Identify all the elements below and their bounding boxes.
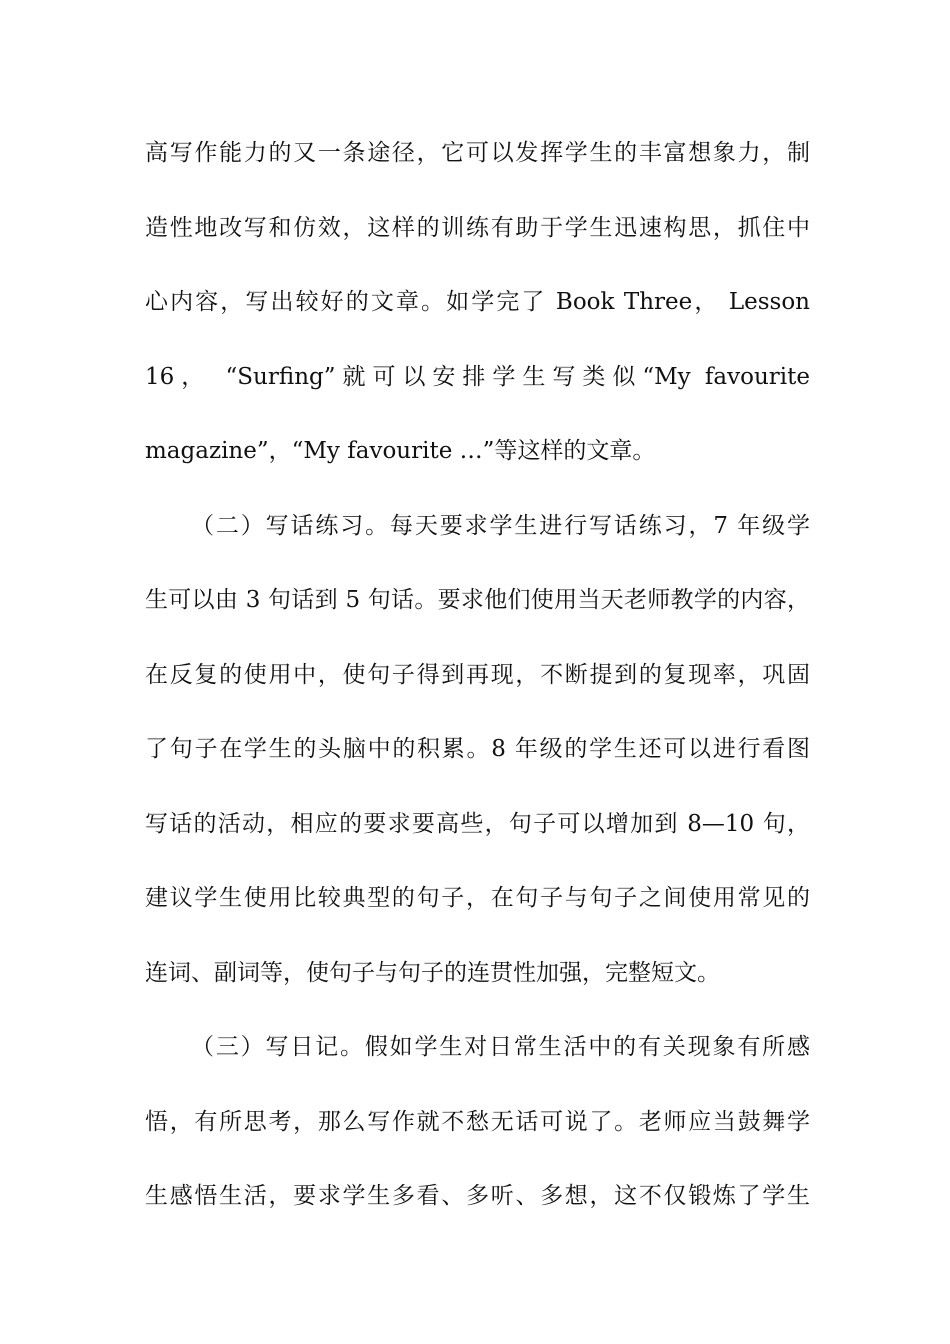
text-line: 在反复的使用中，使句子得到再现，不断提到的复现率，巩固 <box>145 661 810 688</box>
text-line: 建议学生使用比较典型的句子，在句子与句子之间使用常见的 <box>145 885 810 911</box>
text-line: 悟，有所思考，那么写作就不愁无话可说了。老师应当鼓舞学 <box>145 1108 810 1135</box>
text-line: 生感悟生活，要求学生多看、多听、多想，这不仅锻炼了学生 <box>145 1183 810 1209</box>
text-line: （三）写日记。假如学生对日常生活中的有关现象有所感 <box>191 1034 810 1060</box>
text-line: 了句子在学生的头脑中的积累。8 年级的学生还可以进行看图 <box>145 736 810 762</box>
text-line: 生可以由 3 句话到 5 句话。要求他们使用当天老师教学的内容， <box>145 587 810 613</box>
text-line: 连词、副词等，使句子与句子的连贯性加强，完整短文。 <box>145 959 720 986</box>
text-line: 造性地改写和仿效，这样的训练有助于学生迅速构思，抓住中 <box>145 214 810 241</box>
text-line: （二）写话练习。每天要求学生进行写话练习，7 年级学 <box>191 512 810 539</box>
body-text <box>145 130 810 1248</box>
text-line: magazine”，“My favourite …”等这样的文章。 <box>145 438 656 464</box>
text-line: 写话的活动，相应的要求要高些，句子可以增加到 8—10 句， <box>145 810 810 837</box>
text-line: 高写作能力的又一条途径，它可以发挥学生的丰富想象力，制 <box>145 140 810 166</box>
text-line: 16， “Surfing”就可以安排学生写类似“My favourite <box>145 363 810 390</box>
text-line: 心内容，写出较好的文章。如学完了 Book Three， Lesson <box>145 289 810 315</box>
